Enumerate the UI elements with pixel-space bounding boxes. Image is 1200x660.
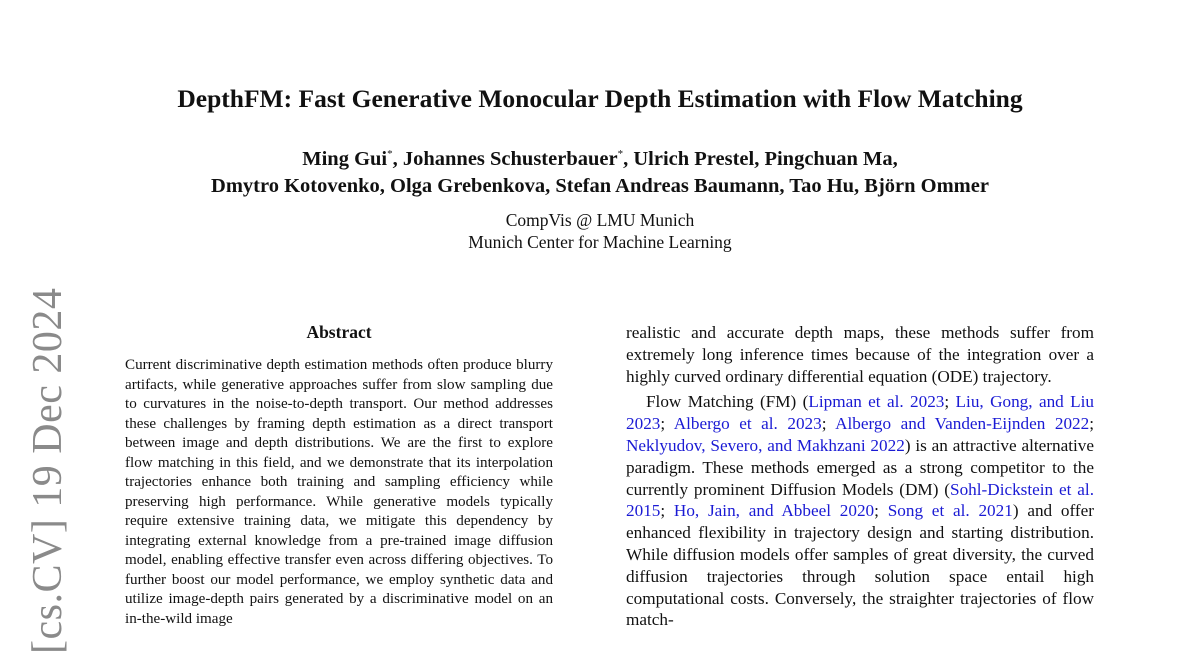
affiliation [0, 209, 1200, 253]
author-name: , Johannes Schusterbauer [392, 148, 618, 170]
text-run: ; [944, 392, 956, 412]
text-run: ; [660, 501, 674, 521]
citation-link[interactable]: Ho, Jain, and Abbeel 2020 [673, 501, 875, 521]
abstract-heading: Abstract [306, 322, 372, 342]
citation-link[interactable]: Albergo and Vanden-Eijnden 2022 [835, 414, 1090, 434]
author-list [0, 146, 1200, 200]
equal-contribution-mark: * [617, 148, 624, 161]
text-run: ; [821, 414, 836, 434]
text-run: ; [1089, 414, 1095, 434]
text-run: ) and offer enhanced flexibility in trajectory design and starting distribution. While diffusion models offer samples of great diversity, the curved diffusion trajectories through solution space entail high computational costs. Conversely, the straighter trajectories of flow match- [626, 501, 1094, 630]
text-run: ; [660, 414, 674, 434]
right-column [626, 322, 1094, 631]
author-name: , Ulrich Prestel, Pingchuan Ma, [623, 148, 898, 170]
left-column [125, 322, 553, 629]
citation-link[interactable]: Neklyudov, Severo, and Makhzani 2022 [626, 435, 905, 455]
citation-link[interactable]: Lipman et al. 2023 [808, 392, 945, 412]
citation-link[interactable]: Sohl-Dickstein et al. 2015 [626, 479, 1094, 521]
abstract-body: Current discriminative depth estimation methods often produce blurry artifacts, while generative approaches suffer from slow sampling due to curvatures in the noise-to-depth transport. Our method addresses these challenges by framing depth estimation as a direct transport between image and depth distributions. We are the first to explore flow matching in this field, and we demonstrate that its interpolation trajectories enhance both training and sampling efficiency while preserving high performance. While generative models typically require extensive training data, we mitigate this dependency by integrating external knowledge from a pre-trained image diffusion model, enabling effective transfer even across differing objectives. To further boost our model performance, we employ synthetic data and utilize image-depth pairs generated by a discriminative model on an in-the-wild image [125, 357, 553, 627]
citation-link[interactable]: Liu, Gong, and Liu 2023 [626, 392, 1094, 434]
affiliation-line-1: CompVis @ LMU Munich [505, 210, 695, 230]
author-line-2: Dmytro Kotovenko, Olga Grebenkova, Stefan Andreas Baumann, Tao Hu, Björn Ommer [211, 175, 989, 197]
text-run: ; [874, 501, 888, 521]
paper-title: DepthFM: Fast Generative Monocular Depth Estimation with Flow Matching [177, 84, 1023, 113]
body-paragraph-flow-matching [626, 391, 1094, 631]
author-line-1 [0, 146, 1200, 173]
text-run: ) is an attractive alternative paradigm. These methods emerged as a strong competitor to the currently prominent Diffusion Models (DM) ( [626, 435, 1094, 499]
citation-link[interactable]: Song et al. 2021 [887, 501, 1013, 521]
body-paragraph: realistic and accurate depth maps, these methods suffer from extremely long inference times because of the integration over a highly curved ordinary differential equation (ODE) trajectory. [626, 323, 1094, 386]
author-name: Ming Gui [302, 148, 388, 170]
arxiv-stamp-text: [cs.CV] 19 Dec 2024 [25, 287, 71, 654]
arxiv-side-stamp [18, 287, 82, 660]
citation-link[interactable]: Albergo et al. 2023 [673, 414, 822, 434]
equal-contribution-mark: * [387, 148, 393, 161]
affiliation-line-2: Munich Center for Machine Learning [468, 232, 732, 252]
text-run: Flow Matching (FM) ( [646, 392, 809, 412]
